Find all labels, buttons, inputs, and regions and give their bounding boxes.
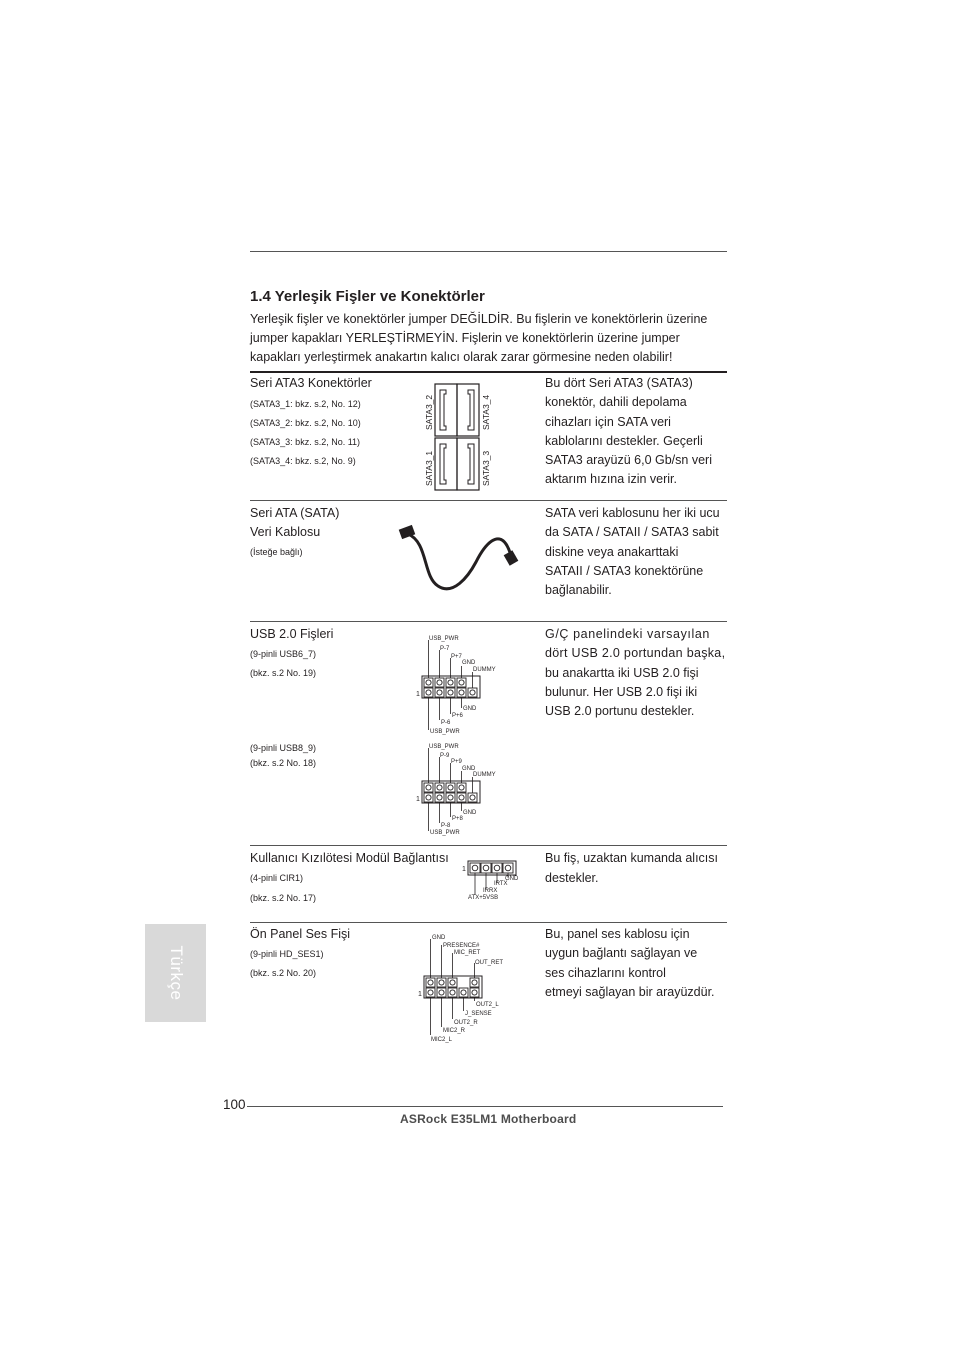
sata3-4-connector — [457, 384, 479, 436]
desc-line: Bu fiş, uzaktan kumanda alıcısı — [545, 851, 719, 865]
pin-label: DUMMY — [473, 772, 496, 778]
sata3-description — [545, 374, 730, 490]
desc-line: uygun bağlantı sağlayan ve — [545, 946, 698, 961]
pin-label: P-9 — [440, 753, 450, 759]
pin-label: PRESENCE# — [443, 943, 480, 949]
sata3-2-connector — [435, 384, 457, 436]
pin-label: GND — [505, 876, 519, 882]
sata-cable-image — [398, 522, 522, 602]
desc-line: da SATA / SATAII / SATA3 sabit — [545, 525, 719, 540]
sata3-ref: (SATA3_4: bkz. s.2, No. 9) — [250, 456, 356, 466]
cir-label: Kullanıcı Kızılötesi Modül Bağlantısı — [250, 851, 449, 865]
pin-label: OUT_RET — [475, 960, 504, 966]
audio-ref: (9-pinli HD_SES1) — [250, 949, 324, 959]
pin-label: USB_PWR — [429, 636, 459, 642]
sata-cable-label-2: Veri Kablosu — [250, 525, 321, 539]
audio-description — [545, 925, 735, 1002]
pin-label: P-8 — [441, 823, 451, 829]
footer-title: ASRock E35LM1 Motherboard — [400, 1112, 577, 1126]
row-divider — [250, 500, 727, 501]
pin-label: 1 — [462, 866, 466, 873]
sata3-ref: (SATA3_2: bkz. s.2, No. 10) — [250, 418, 361, 428]
pin-label: DUMMY — [473, 667, 496, 673]
sata-cable-description — [545, 504, 735, 600]
pin-label: P+7 — [451, 654, 462, 660]
pin-label: MIC_RET — [454, 950, 481, 956]
cir-description — [545, 849, 735, 889]
desc-line: Bu dört Seri ATA3 (SATA3) — [545, 376, 693, 390]
intro-line: Yerleşik fişler ve konektörler jumper DEĞİLDİR. Bu fişlerin ve konektörlerin üzerine — [250, 312, 708, 326]
desc-line: G/Ç panelindeki varsayılan — [545, 627, 710, 641]
desc-line: aktarım hızına izin verir. — [545, 472, 677, 487]
sata3-1-connector — [435, 438, 457, 490]
sata-cable-label: Seri ATA (SATA) — [250, 506, 340, 520]
pin-label: MIC2_L — [431, 1037, 453, 1043]
sata3-ref: (SATA3_3: bkz. s.2, No. 11) — [250, 437, 361, 447]
desc-line: bağlanabilir. — [545, 583, 612, 598]
row-divider — [250, 845, 727, 846]
language-tab-label: Türkçe — [166, 945, 186, 1001]
top-rule — [250, 251, 727, 252]
row-divider — [250, 922, 727, 923]
usb-header-2-diagram — [416, 741, 506, 839]
table-top-rule — [250, 371, 727, 373]
audio-ref: (bkz. s.2 No. 20) — [250, 968, 317, 978]
sata3-port-label: SATA3_2 — [424, 394, 434, 430]
pin-label: GND — [463, 706, 477, 712]
pin-label: USB_PWR — [429, 744, 459, 750]
pin-label: GND — [432, 935, 446, 941]
pin-label: P+9 — [451, 759, 462, 765]
sata3-label: Seri ATA3 Konektörler — [250, 376, 372, 390]
desc-line: Bu, panel ses kablosu için — [545, 927, 690, 941]
desc-line: dört USB 2.0 portundan başka, — [545, 646, 726, 661]
usb-header-1-diagram — [416, 632, 506, 738]
pin-label: P+6 — [452, 713, 463, 719]
sata3-port-label: SATA3_3 — [481, 450, 491, 486]
cir-ref: (bkz. s.2 No. 17) — [250, 893, 317, 903]
audio-label: Ön Panel Ses Fişi — [250, 927, 351, 941]
pin-label: 1 — [416, 691, 420, 698]
desc-line: USB 2.0 portunu destekler. — [545, 704, 695, 719]
pin-label: P-6 — [441, 720, 451, 726]
cir-ref: (4-pinli CIR1) — [250, 873, 304, 883]
desc-line: etmeyi sağlayan bir arayüzdür. — [545, 984, 715, 999]
pin-label: USB_PWR — [430, 729, 460, 735]
audio-header-diagram — [418, 931, 518, 1047]
language-side-tab — [145, 924, 206, 1022]
pin-label: GND — [462, 766, 476, 772]
pin-label: MIC2_R — [443, 1028, 466, 1034]
sata-cable-note: (İsteğe bağlı) — [250, 547, 303, 557]
desc-line: konektör, dahili depolama — [545, 395, 687, 410]
desc-line: bulunur. Her USB 2.0 fişi iki — [545, 684, 698, 699]
pin-label: USB_PWR — [430, 830, 460, 836]
pin-label: IRRX — [483, 888, 498, 894]
desc-line: cihazları için SATA veri — [545, 414, 671, 429]
usb-ref: (9-pinli USB6_7) — [250, 649, 317, 659]
desc-line: ses cihazlarını kontrol — [545, 965, 666, 980]
desc-line: destekler. — [545, 871, 599, 886]
desc-line: bu anakartta iki USB 2.0 fişi — [545, 665, 699, 680]
desc-line: SATA veri kablosunu her iki ucu — [545, 506, 720, 520]
desc-line: SATAII / SATA3 konektörüne — [545, 563, 704, 578]
pin-label: GND — [462, 660, 476, 666]
pin-label: P+8 — [452, 816, 463, 822]
desc-line: SATA3 arayüzü 6,0 Gb/sn veri — [545, 453, 712, 468]
pin-label: 1 — [416, 796, 420, 803]
sata3-3-connector — [457, 438, 479, 490]
footer-rule — [247, 1106, 723, 1107]
desc-line: diskine veya anakarttaki — [545, 544, 679, 559]
usb-label: USB 2.0 Fişleri — [250, 627, 334, 641]
cir-header-diagram — [462, 859, 532, 903]
usb-ref: (bkz. s.2 No. 19) — [250, 668, 317, 678]
intro-line: kapakları yerleştirmek anakartın kalıcı olarak zarar görmesine neden olabilir! — [250, 350, 673, 364]
pin-label: P-7 — [440, 646, 450, 652]
page-number: 100 — [223, 1097, 246, 1112]
pin-label: J_SENSE — [465, 1011, 492, 1017]
sata3-port-label: SATA3_1 — [424, 450, 434, 486]
pin-label: GND — [463, 810, 477, 816]
usb-ref: (bkz. s.2 No. 18) — [250, 758, 317, 768]
row-divider — [250, 621, 727, 622]
sata3-ref: (SATA3_1: bkz. s.2, No. 12) — [250, 399, 361, 409]
pin-label: OUT2_R — [454, 1020, 478, 1026]
pin-label: IRTX — [494, 881, 508, 887]
usb-ref: (9-pinli USB8_9) — [250, 743, 317, 753]
intro-line: jumper kapakları YERLEŞTİRMEYİN. Fişlerin ve konektörlerin üzerine jumper — [250, 331, 680, 345]
intro-paragraph — [250, 310, 728, 367]
pin-label: 1 — [418, 991, 422, 998]
pin-label: ATX+5VSB — [468, 895, 499, 901]
sata3-connectors-diagram — [420, 380, 500, 492]
sata3-port-label: SATA3_4 — [481, 394, 491, 430]
desc-line: kablolarını destekler. Geçerli — [545, 433, 703, 448]
pin-label: OUT2_L — [476, 1002, 499, 1008]
section-title: 1.4 Yerleşik Fişler ve Konektörler — [250, 288, 485, 305]
usb-description — [545, 625, 730, 721]
